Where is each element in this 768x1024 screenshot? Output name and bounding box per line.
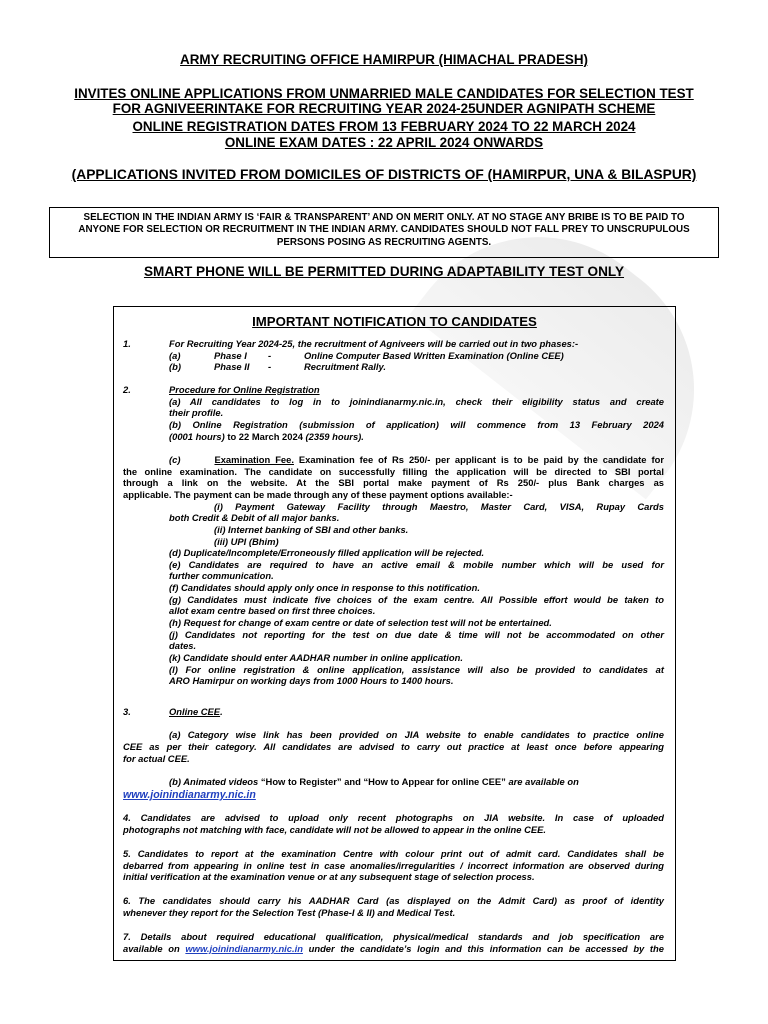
item-2b-line: (b) Online Registration (submission of application) will commence from 13 February 2024 <box>169 419 664 430</box>
end-date: to 22 March 2024 <box>224 431 306 442</box>
item-2j-line: (j) Candidates not reporting for the test on due date & time will not be accommodated on other <box>169 629 664 640</box>
end-time: (2359 hours). <box>305 431 364 442</box>
item-3b-link-line <box>123 789 664 802</box>
phase-1-name: Phase I <box>214 350 247 361</box>
phase-2-dash: - <box>268 361 272 372</box>
item-2d: (d) Duplicate/Incomplete/Erroneously filled application will be rejected. <box>169 547 485 558</box>
headline-line-2: FOR AGNIVEERINTAKE FOR RECRUITING YEAR 2024-25UNDER AGNIPATH SCHEME <box>112 101 656 116</box>
item-2c-line: applicable. The payment can be made through any of these payment options available:- <box>123 489 513 500</box>
warning-line: ANYONE FOR SELECTION OR RECRUITMENT IN THE INDIAN ARMY. CANDIDATES SHOULD NOT FALL PREY TO UNSCRUPULOUS <box>78 224 690 236</box>
phase-1-dash: - <box>268 350 272 361</box>
para-number: 3. <box>123 706 131 717</box>
office-title: ARMY RECRUITING OFFICE HAMIRPUR (HIMACHAL PRADESH) <box>180 52 588 67</box>
item-3b-prefix: (b) Animated videos <box>169 776 261 787</box>
notification-title: IMPORTANT NOTIFICATION TO CANDIDATES <box>252 314 537 329</box>
item-2l-line: (l) For online registration & online application, assistance will also be provided to candidates at <box>169 664 664 675</box>
item-3b-suffix: are available on <box>505 776 579 787</box>
item-3a-line: (a) Category wise link has been provided on JIA website to enable candidates to practice online <box>169 729 664 740</box>
para-number: 1. <box>123 338 131 349</box>
headline-line-1: INVITES ONLINE APPLICATIONS FROM UNMARRIED MALE CANDIDATES FOR SELECTION TEST <box>74 86 694 101</box>
payment-option-1: both Credit & Debit of all major banks. <box>169 512 340 523</box>
item-2g-line: allot exam centre based on first three choices. <box>169 605 376 616</box>
item-2l-line: ARO Hamirpur on working days from 1000 Hours to 1400 hours. <box>169 675 454 686</box>
para-4-line: photographs not matching with face, candidate will not be allowed to appear in the online CEE. <box>123 824 546 835</box>
item-2c-line: the online examination. The candidate on successfully filling the application will be directed to SBI portal <box>123 466 664 477</box>
jia-website-link[interactable]: www.joinindianarmy.nic.in <box>123 789 256 801</box>
item-3b-line <box>169 776 664 788</box>
warning-line: SELECTION IN THE INDIAN ARMY IS ‘FAIR & TRANSPARENT’ AND ON MERIT ONLY. AT NO STAGE ANY BRIBE IS TO BE PAID TO <box>83 212 685 223</box>
para-5-line: 5. Candidates to report at the examination Centre with colour print out of admit card. Candidates shall be <box>123 848 664 859</box>
item-2j-line: dates. <box>169 640 197 651</box>
item-2a-line: their profile. <box>169 407 224 418</box>
phase-1-label: (a) <box>169 350 181 361</box>
start-time: (0001 hours) <box>169 431 225 442</box>
item-2b-line <box>169 431 664 443</box>
item-2k: (k) Candidate should enter AADHAR number in online application. <box>169 652 463 663</box>
item-2c-line <box>169 454 664 466</box>
jia-website-link[interactable]: www.joinindianarmy.nic.in <box>185 943 303 954</box>
item-2f: (f) Candidates should apply only once in response to this notification. <box>169 582 480 593</box>
item-2c-line: through a link on the website. At the SBI portal make payment of Rs 250/- plus Bank charges as <box>123 477 664 488</box>
payment-option-1: (i) Payment Gateway Facility through Maestro, Master Card, VISA, Rupay Cards <box>214 501 664 512</box>
exam-dates: ONLINE EXAM DATES : 22 APRIL 2024 ONWARDS <box>224 135 544 150</box>
para-6-line: 6. The candidates should carry his AADHAR Card (as displayed on the Admit Card) as proof of identity <box>123 895 664 906</box>
para-7-prefix: available on <box>123 943 186 954</box>
item-2g-line: (g) Candidates must indicate five choices of the exam centre. All Possible effort would be taken to <box>169 594 664 605</box>
para-6-line: whenever they report for the Selection Test (Phase-I & II) and Medical Test. <box>123 907 456 918</box>
item-2e-line: further communication. <box>169 570 274 581</box>
item-3a-line: for actual CEE. <box>123 753 190 764</box>
para-7-line: 7. Details about required educational qualification, physical/medical standards and job specification are <box>123 931 664 942</box>
online-cee-heading: Online CEE <box>169 706 221 717</box>
phase-2-text: Recruitment Rally. <box>304 361 386 372</box>
item-2a-line: (a) All candidates to log in to joinindianarmy.nic.in, check their eligibility status and create <box>169 396 664 407</box>
para-7-suffix: under the candidate’s login and this information can be accessed by the <box>302 943 664 954</box>
phase-2-label: (b) <box>169 361 181 372</box>
para-5-line: initial verification at the examination venue or at any subsequent stage of selection process. <box>123 871 535 882</box>
phase-1-text: Online Computer Based Written Examination (Online CEE) <box>304 350 564 361</box>
item-2h: (h) Request for change of exam centre or date of selection test will not be entertained. <box>169 617 552 628</box>
domiciles-note: (APPLICATIONS INVITED FROM DOMICILES OF DISTRICTS OF (HAMIRPUR, UNA & BILASPUR) <box>71 167 697 182</box>
para-2-heading: Procedure for Online Registration <box>169 384 320 395</box>
item-label: (c) <box>169 454 181 465</box>
smartphone-notice: SMART PHONE WILL BE PERMITTED DURING ADAPTABILITY TEST ONLY <box>143 264 625 279</box>
exam-fee-heading: Examination Fee. <box>214 454 294 465</box>
para-7-line <box>123 943 664 955</box>
payment-option-3: (iii) UPI (Bhim) <box>214 536 279 547</box>
para-3-heading: Online CEE. <box>169 706 223 717</box>
para-number: 2. <box>123 384 131 395</box>
para-4-line: 4. Candidates are advised to upload only recent photographs on JIA website. In case of uploaded <box>123 812 664 823</box>
payment-option-2: (ii) Internet banking of SBI and other banks. <box>214 524 409 535</box>
item-3a-line: CEE as per their category. All candidates are advised to carry out practice at least once before appearing <box>123 741 664 752</box>
para-5-line: debarred from appearing in online test in case anomalies/irregularities / incorrect information are observed during <box>123 860 664 871</box>
item-2e-line: (e) Candidates are required to have an active email & mobile number which will be used for <box>169 559 664 570</box>
warning-line: PERSONS POSING AS RECRUITING AGENTS. <box>276 236 492 248</box>
notification-box <box>113 306 676 961</box>
video-titles: “How to Register” and “How to Appear for online CEE” <box>260 776 506 787</box>
exam-fee-text: Examination fee of Rs 250/- per applicant is to be paid by the candidate for <box>293 454 664 465</box>
anti-bribe-warning <box>49 207 719 258</box>
phase-2-name: Phase II <box>214 361 250 372</box>
registration-dates: ONLINE REGISTRATION DATES FROM 13 FEBRUARY 2024 TO 22 MARCH 2024 <box>132 119 636 134</box>
para-1-text: For Recruiting Year 2024-25, the recruitment of Agniveers will be carried out in two phases:- <box>169 338 579 349</box>
